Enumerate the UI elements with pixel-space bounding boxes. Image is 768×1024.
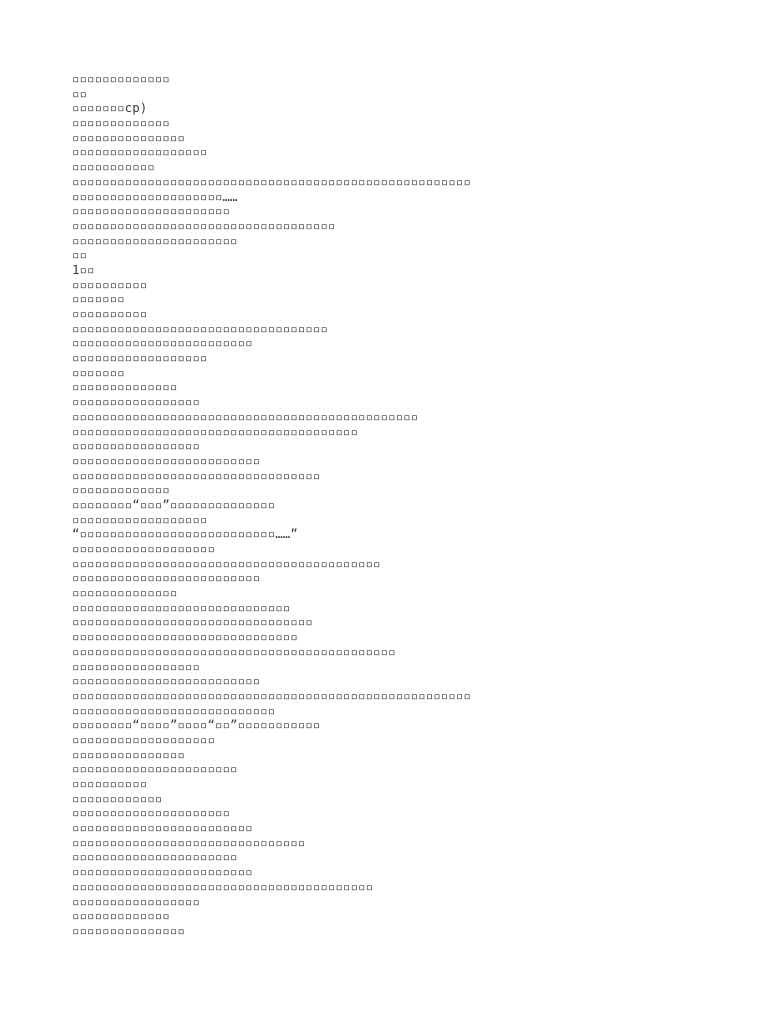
text-line: ▫▫▫▫▫▫▫▫▫▫▫▫▫▫▫▫▫▫▫▫…… (72, 189, 238, 204)
text-line: ▫▫▫▫▫▫▫▫▫▫▫▫▫▫ (72, 586, 178, 601)
text-line: ▫▫▫▫▫▫▫▫▫▫▫▫▫▫▫▫▫ (72, 659, 200, 674)
text-line: ▫▫▫▫▫▫▫▫▫▫▫▫▫ (72, 909, 170, 924)
text-line: ▫▫▫▫▫▫▫▫▫▫▫▫▫▫▫▫▫▫▫▫▫▫ (72, 233, 238, 248)
text-line: ▫▫▫▫▫▫▫▫▫▫▫▫▫▫▫▫▫▫▫ (72, 732, 215, 747)
text-line: ▫▫ (72, 248, 88, 263)
text-line: ▫▫▫▫▫▫▫▫▫▫▫▫▫▫▫▫▫▫▫▫▫▫▫▫▫▫▫▫▫ (72, 600, 291, 615)
text-line: ▫▫▫▫▫▫▫▫▫▫▫▫▫▫▫▫▫▫▫▫▫▫▫▫▫ (72, 674, 261, 689)
text-line: ▫▫▫▫▫▫▫▫▫▫▫▫▫ (72, 72, 170, 86)
text-line: ▫▫▫▫▫▫▫▫▫▫ (72, 277, 148, 292)
text-line: ▫▫▫▫▫▫▫▫▫▫▫▫▫▫▫▫▫▫▫▫▫▫▫▫ (72, 865, 253, 880)
text-line: ▫▫▫▫▫▫▫▫▫▫▫▫▫▫▫▫▫▫▫▫▫ (72, 204, 231, 219)
text-line: ▫▫▫▫▫▫▫▫▫▫▫▫▫▫▫▫▫▫▫▫▫▫▫▫ (72, 821, 253, 836)
text-line: ▫▫▫▫▫▫▫▫▫▫▫▫▫▫▫▫▫▫▫▫▫▫▫▫▫ (72, 453, 261, 468)
text-line: ▫▫▫▫▫▫▫▫▫▫▫▫▫▫▫▫▫▫ (72, 512, 208, 527)
text-line: ▫▫▫▫▫▫▫▫▫▫▫▫▫▫▫▫▫▫▫▫▫▫▫▫▫▫▫▫▫▫▫▫▫▫▫▫▫▫▫▫▫▫▫▫▫▫ (72, 409, 419, 424)
text-line: ▫▫▫▫▫▫▫▫“▫▫▫▫”▫▫▫▫“▫▫”▫▫▫▫▫▫▫▫▫▫▫ (72, 718, 321, 733)
text-line: ▫▫▫▫▫▫▫▫▫▫ (72, 307, 148, 321)
text-line: ▫▫▫▫▫▫▫▫“▫▫▫”▫▫▫▫▫▫▫▫▫▫▫▫▫▫ (72, 497, 276, 512)
text-line: ▫▫▫▫▫▫▫▫▫▫▫▫▫▫▫▫▫▫▫▫▫▫▫▫▫▫▫▫▫▫ (72, 630, 298, 645)
text-line: ▫▫▫▫▫▫▫▫▫▫▫▫▫▫▫▫▫▫▫▫▫▫ (72, 762, 238, 777)
text-line: ▫▫▫▫▫▫▫▫▫▫▫▫▫▫▫▫▫ (72, 439, 200, 454)
text-line: ▫▫▫▫▫▫▫▫▫▫▫▫▫ (72, 483, 170, 498)
text-line: ▫▫▫▫▫▫▫▫▫▫▫▫▫▫▫▫▫▫▫ (72, 542, 215, 556)
text-line: ▫▫▫▫▫▫▫▫▫▫▫▫▫▫▫▫▫▫▫▫▫▫▫▫▫▫▫▫▫▫▫▫▫▫▫▫▫▫ (72, 424, 358, 439)
text-line: ▫▫▫▫▫▫▫▫▫▫▫▫▫▫▫▫▫▫▫▫▫▫▫▫▫▫▫▫▫▫▫▫ (72, 615, 313, 630)
text-line: ▫▫▫▫▫▫▫▫▫▫▫▫▫▫ (72, 380, 178, 395)
text-line: ▫▫▫▫▫▫▫▫▫▫▫▫▫▫▫▫▫▫▫▫▫▫▫▫▫▫▫▫▫▫▫▫▫▫▫ (72, 218, 336, 233)
text-line: ▫▫▫▫▫▫▫ (72, 292, 125, 307)
text-line: ▫▫▫▫▫▫▫▫▫▫▫▫▫▫▫ (72, 923, 185, 938)
text-line: ▫▫▫▫▫▫▫▫▫▫▫▫▫▫▫▫▫▫▫▫▫▫▫▫▫▫▫▫▫▫▫▫▫ (72, 468, 321, 483)
text-line: ▫▫▫▫▫▫▫ (72, 365, 125, 380)
text-line: ▫▫▫▫▫▫▫▫▫▫▫▫▫▫▫▫▫▫ (72, 145, 208, 160)
text-line: ▫▫▫▫▫▫▫▫▫▫▫▫▫▫▫▫▫▫▫▫▫▫▫▫▫▫▫▫▫▫▫▫▫▫▫▫▫▫▫▫▫▫▫ (72, 644, 396, 659)
text-line: ▫▫▫▫▫▫▫▫▫▫▫▫▫▫▫▫▫▫▫▫▫▫▫▫▫▫▫▫▫▫▫▫▫▫▫▫▫▫▫▫▫▫▫▫▫▫▫▫▫▫▫▫▫ (72, 174, 471, 189)
text-line: ▫▫▫▫▫▫▫▫▫▫▫▫▫▫▫▫▫▫▫▫▫ (72, 806, 231, 821)
text-line: ▫▫▫▫▫▫▫▫▫▫▫▫▫▫▫ (72, 130, 185, 145)
text-line: ▫▫▫▫▫▫▫▫▫▫ (72, 777, 148, 791)
text-line: ▫▫▫▫▫▫▫▫▫▫▫▫▫▫▫▫▫ (72, 894, 200, 909)
text-line: ▫▫▫▫▫▫▫▫▫▫▫▫▫▫▫▫▫▫▫▫▫▫▫▫▫▫▫ (72, 703, 276, 718)
text-line: ▫▫▫▫▫▫▫▫▫▫▫ (72, 160, 155, 175)
text-line: 1▫▫ (72, 262, 95, 277)
document-body (72, 72, 712, 939)
text-line: ▫▫▫▫▫▫▫▫▫▫▫▫▫▫▫▫▫▫▫▫▫▫▫▫▫▫▫▫▫▫▫▫▫▫ (72, 321, 328, 336)
text-line: ▫▫▫▫▫▫▫▫▫▫▫▫▫▫▫▫▫▫▫▫▫▫▫▫▫ (72, 571, 261, 586)
text-line: ▫▫ (72, 86, 88, 101)
text-line: ▫▫▫▫▫▫▫▫▫▫▫▫ (72, 791, 163, 806)
text-line: ▫▫▫▫▫▫▫▫▫▫▫▫▫▫▫▫▫▫▫▫▫▫ (72, 850, 238, 865)
text-line: ▫▫▫▫▫▫▫▫▫▫▫▫▫▫▫▫▫▫▫▫▫▫▫▫ (72, 336, 253, 351)
text-line: ▫▫▫▫▫▫▫▫▫▫▫▫▫▫▫▫▫▫ (72, 351, 208, 366)
text-line: ▫▫▫▫▫▫▫▫▫▫▫▫▫▫▫▫▫ (72, 395, 200, 410)
text-line: “▫▫▫▫▫▫▫▫▫▫▫▫▫▫▫▫▫▫▫▫▫▫▫▫▫▫……” (72, 527, 298, 542)
text-line: ▫▫▫▫▫▫▫▫▫▫▫▫▫▫▫▫▫▫▫▫▫▫▫▫▫▫▫▫▫▫▫▫▫▫▫▫▫▫▫▫▫ (72, 556, 381, 571)
text-line: ▫▫▫▫▫▫▫cp) (72, 101, 148, 116)
text-line: ▫▫▫▫▫▫▫▫▫▫▫▫▫▫▫▫▫▫▫▫▫▫▫▫▫▫▫▫▫▫▫▫▫▫▫▫▫▫▫▫▫▫▫▫▫▫▫▫▫▫▫▫▫ (72, 688, 471, 703)
text-line: ▫▫▫▫▫▫▫▫▫▫▫▫▫▫▫▫▫▫▫▫▫▫▫▫▫▫▫▫▫▫▫▫▫▫▫▫▫▫▫▫ (72, 879, 374, 894)
text-line: ▫▫▫▫▫▫▫▫▫▫▫▫▫▫▫ (72, 747, 185, 762)
text-line: ▫▫▫▫▫▫▫▫▫▫▫▫▫ (72, 116, 170, 131)
text-line: ▫▫▫▫▫▫▫▫▫▫▫▫▫▫▫▫▫▫▫▫▫▫▫▫▫▫▫▫▫▫▫ (72, 835, 306, 850)
